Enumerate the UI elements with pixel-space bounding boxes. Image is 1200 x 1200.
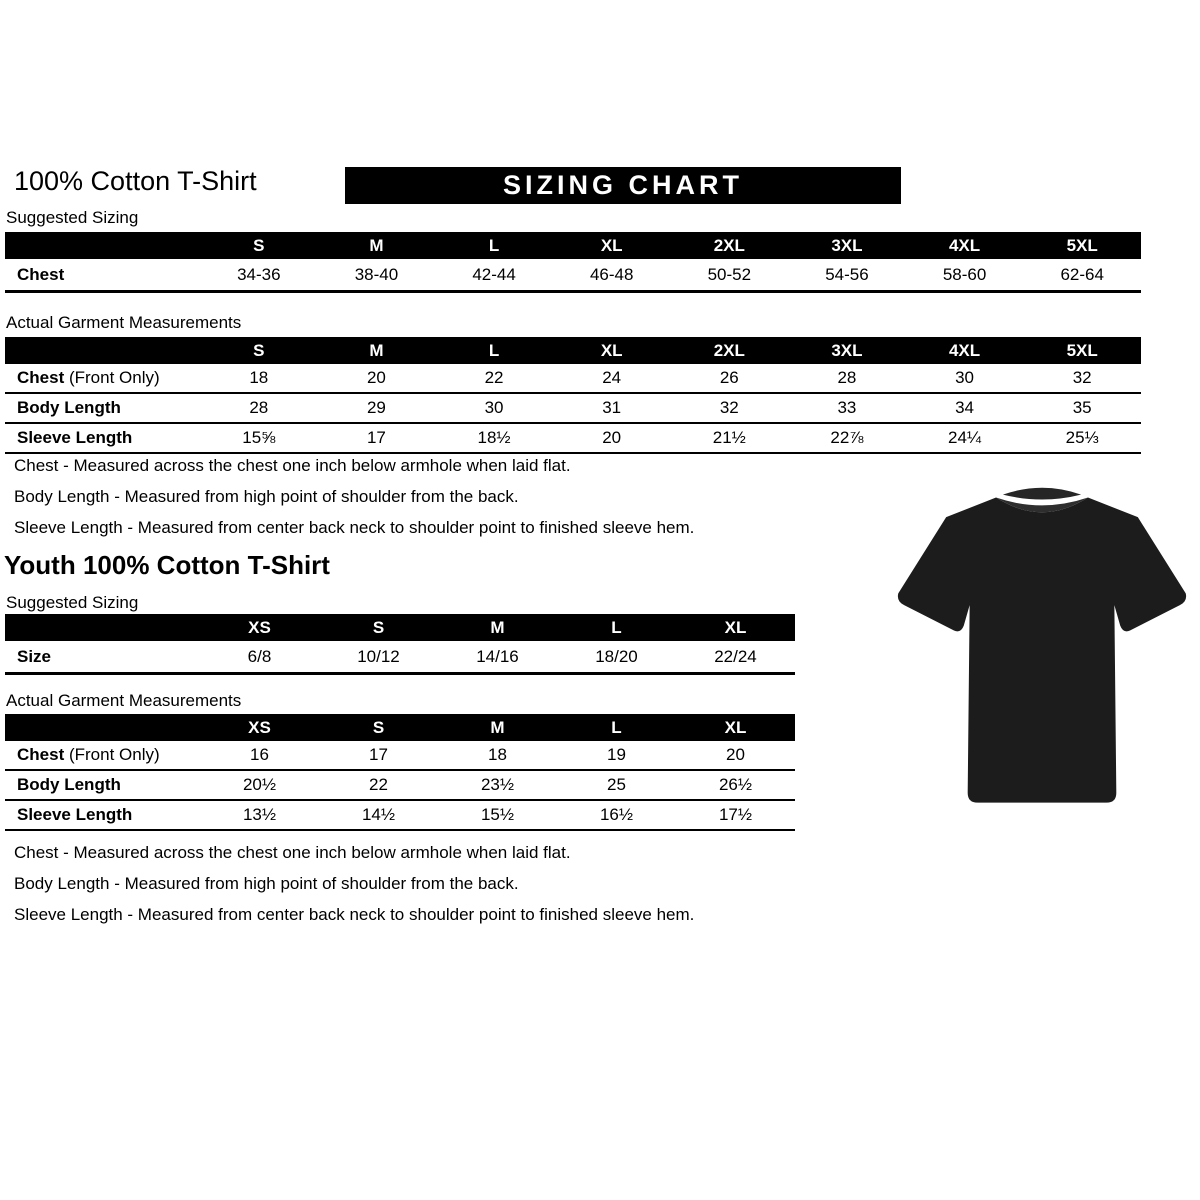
- col-header: 3XL: [831, 235, 863, 255]
- col-header: M: [369, 340, 384, 360]
- col-header: M: [490, 717, 505, 737]
- table-cell: 10/12: [357, 646, 400, 666]
- row-label: Sleeve Length: [17, 428, 133, 447]
- table-cell: 18: [249, 368, 269, 387]
- table-cell: 50-52: [707, 264, 752, 284]
- table-cell: 16½: [599, 805, 634, 824]
- table-cell: 26½: [718, 775, 753, 794]
- table-header-row: [5, 614, 795, 641]
- table-cell: 29: [366, 398, 386, 417]
- table-row: [5, 364, 1141, 394]
- table-cell: 17: [366, 428, 386, 447]
- col-header: XL: [600, 340, 623, 360]
- col-header: XL: [724, 617, 747, 637]
- table-cell: 25⅓: [1065, 428, 1099, 447]
- youth-section-title: Youth 100% Cotton T-Shirt: [4, 550, 330, 580]
- table-cell: 21½: [712, 428, 746, 447]
- table-cell: 28: [837, 368, 857, 387]
- col-header: XL: [724, 717, 747, 737]
- table-cell: 20: [602, 428, 622, 447]
- table-header-row: [5, 337, 1141, 364]
- adult-actual-label: Actual Garment Measurements: [6, 313, 242, 332]
- note-line: Chest - Measured across the chest one inch below armhole when laid flat.: [14, 843, 571, 862]
- col-header: S: [372, 617, 385, 637]
- col-header: S: [372, 717, 385, 737]
- table-row: [5, 741, 795, 771]
- table-row: [5, 424, 1141, 454]
- table-row: [5, 801, 795, 831]
- table-cell: 13½: [242, 805, 277, 824]
- note-line: Sleeve Length - Measured from center back neck to shoulder point to finished sleeve hem.: [14, 905, 695, 924]
- row-label: Sleeve Length: [17, 805, 133, 824]
- table-cell: 18½: [477, 428, 511, 447]
- table-cell: 38-40: [354, 264, 399, 284]
- table-cell: 6/8: [247, 646, 272, 666]
- table-cell: 54-56: [825, 264, 869, 284]
- table-cell: 26: [719, 368, 739, 387]
- col-header: L: [488, 235, 500, 255]
- table-cell: 35: [1072, 398, 1092, 417]
- col-header: 2XL: [713, 235, 745, 255]
- table-cell: 25: [607, 775, 626, 794]
- adult-suggested-label: Suggested Sizing: [6, 208, 139, 227]
- table-cell: 22⅞: [830, 428, 864, 447]
- note-line: Chest - Measured across the chest one inch below armhole when laid flat.: [14, 456, 571, 475]
- table-cell: 15½: [480, 805, 515, 824]
- note-line: Body Length - Measured from high point of shoulder from the back.: [14, 487, 519, 506]
- table-cell: 20½: [242, 775, 277, 794]
- youth-actual-label: Actual Garment Measurements: [6, 691, 242, 710]
- table-cell: 15⅝: [242, 428, 276, 447]
- table-header-row: [5, 714, 795, 741]
- youth-suggested-label: Suggested Sizing: [6, 593, 139, 612]
- table-cell: 20: [726, 745, 745, 764]
- row-label: Size: [17, 646, 52, 666]
- tshirt-graphic: [893, 478, 1191, 830]
- note-line: Body Length - Measured from high point of shoulder from the back.: [14, 874, 519, 893]
- col-header: XL: [600, 235, 623, 255]
- row-label: Chest (Front Only): [17, 368, 160, 387]
- table-row: [5, 259, 1141, 293]
- table-cell: 24: [602, 368, 622, 387]
- table-row: [5, 771, 795, 801]
- col-header: L: [611, 717, 622, 737]
- col-header: XS: [248, 617, 271, 637]
- table-cell: 34-36: [237, 264, 281, 284]
- col-header: L: [488, 340, 500, 360]
- table-header-row: [5, 232, 1141, 259]
- table-cell: 46-48: [589, 264, 634, 284]
- table-cell: 34: [955, 398, 975, 417]
- row-label: Body Length: [17, 398, 121, 417]
- col-header: 5XL: [1066, 340, 1098, 360]
- note-line: Sleeve Length - Measured from center back neck to shoulder point to finished sleeve hem.: [14, 518, 695, 537]
- table-row: [5, 394, 1141, 424]
- col-header: XS: [248, 717, 271, 737]
- table-cell: 16: [250, 745, 269, 764]
- col-header: S: [253, 340, 265, 360]
- adult-measurement-notes: [14, 455, 694, 548]
- table-cell: 31: [602, 398, 622, 417]
- table-cell: 42-44: [472, 264, 516, 284]
- table-cell: 22/24: [714, 646, 757, 666]
- table-cell: 17: [369, 745, 388, 764]
- table-cell: 23½: [480, 775, 515, 794]
- table-cell: 22: [369, 775, 388, 794]
- table-cell: 28: [249, 398, 269, 417]
- table-cell: 30: [955, 368, 975, 387]
- table-cell: 18: [488, 745, 507, 764]
- table-row: [5, 641, 795, 675]
- table-cell: 32: [719, 398, 739, 417]
- table-cell: 30: [484, 398, 504, 417]
- table-cell: 14/16: [476, 646, 519, 666]
- table-cell: 22: [484, 368, 504, 387]
- col-header: S: [253, 235, 265, 255]
- col-header: M: [369, 235, 384, 255]
- table-cell: 58-60: [942, 264, 987, 284]
- table-cell: 20: [366, 368, 386, 387]
- page-title: 100% Cotton T-Shirt: [14, 166, 257, 196]
- adult-actual-table: [5, 337, 1141, 454]
- youth-actual-table: [5, 714, 795, 831]
- col-header: 3XL: [831, 340, 863, 360]
- table-cell: 19: [607, 745, 626, 764]
- col-header: L: [611, 617, 622, 637]
- col-header: 2XL: [713, 340, 745, 360]
- youth-measurement-notes: [14, 842, 694, 935]
- table-cell: 62-64: [1060, 264, 1104, 284]
- row-label: Body Length: [17, 775, 121, 794]
- table-cell: 14½: [361, 805, 396, 824]
- col-header: 4XL: [948, 340, 981, 360]
- table-cell: 17½: [718, 805, 753, 824]
- row-label: Chest: [17, 264, 65, 284]
- sizing-chart-banner: SIZING CHART: [345, 167, 901, 204]
- table-cell: 32: [1072, 368, 1092, 387]
- row-label: Chest (Front Only): [17, 745, 160, 764]
- adult-suggested-table: [5, 232, 1141, 293]
- youth-suggested-table: [5, 614, 795, 675]
- table-cell: 24¼: [948, 428, 982, 447]
- table-cell: 18/20: [595, 646, 638, 666]
- tshirt-image: [893, 478, 1191, 830]
- col-header: 4XL: [948, 235, 981, 255]
- col-header: 5XL: [1066, 235, 1098, 255]
- col-header: M: [490, 617, 505, 637]
- table-cell: 33: [837, 398, 857, 417]
